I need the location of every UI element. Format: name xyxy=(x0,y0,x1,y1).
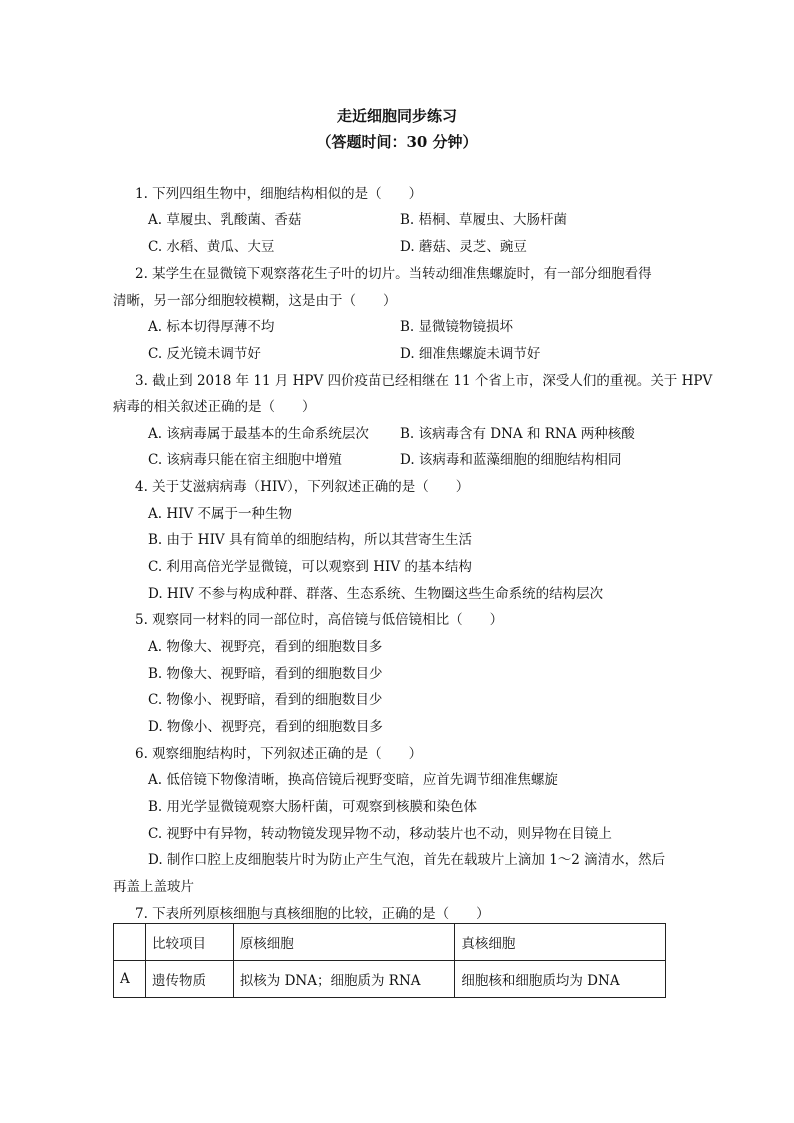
table-cell: 遗传物质 xyxy=(145,961,233,998)
page-subtitle: （答题时间：30 分钟） xyxy=(316,133,478,151)
q6-option-d: D. 制作口腔上皮细胞装片时为防止产生气泡，首先在载玻片上滴加 1～2 滴清水，然后 xyxy=(148,852,666,868)
q5-option-a: A. 物像大、视野亮，看到的细胞数目多 xyxy=(148,639,383,655)
q1-option-d: D. 蘑菇、灵芝、豌豆 xyxy=(400,239,527,255)
q3-option-c: C. 该病毒只能在宿主细胞中增殖 xyxy=(148,452,342,468)
q1-option-a: A. 草履虫、乳酸菌、香菇 xyxy=(148,212,302,228)
table-header-cell xyxy=(114,924,146,961)
q6-option-b: B. 用光学显微镜观察大肠杆菌，可观察到核膜和染色体 xyxy=(148,799,478,815)
q2-option-d: D. 细准焦螺旋未调节好 xyxy=(400,346,541,362)
q1-option-c: C. 水稻、黄瓜、大豆 xyxy=(148,239,275,255)
table-cell: 细胞核和细胞质均为 DNA xyxy=(455,961,666,998)
q5-option-b: B. 物像大、视野暗，看到的细胞数目少 xyxy=(148,666,383,682)
table-header-cell: 真核细胞 xyxy=(455,924,666,961)
comparison-table xyxy=(113,923,666,998)
page-title: 走近细胞同步练习 xyxy=(336,107,457,125)
question-3-stem-cont: 病毒的相关叙述正确的是（ ） xyxy=(113,399,316,415)
question-2-stem-cont: 清晰，另一部分细胞较模糊，这是由于（ ） xyxy=(113,293,397,309)
question-4-stem: 4. 关于艾滋病病毒（HIV），下列叙述正确的是（ ） xyxy=(135,479,470,495)
table-header-cell: 比较项目 xyxy=(145,924,233,961)
question-1-stem: 1. 下列四组生物中，细胞结构相似的是（ ） xyxy=(135,186,423,202)
q3-option-b: B. 该病毒含有 DNA 和 RNA 两种核酸 xyxy=(400,426,635,442)
q4-option-d: D. HIV 不参与构成种群、群落、生态系统、生物圈这些生命系统的结构层次 xyxy=(148,586,604,602)
table-row xyxy=(114,961,666,998)
q2-option-b: B. 显微镜物镜损坏 xyxy=(400,319,514,335)
q3-option-d: D. 该病毒和蓝藻细胞的细胞结构相同 xyxy=(400,452,622,468)
q4-option-a: A. HIV 不属于一种生物 xyxy=(148,506,292,522)
q1-option-b: B. 梧桐、草履虫、大肠杆菌 xyxy=(400,212,568,228)
q6-option-d-cont: 再盖上盖玻片 xyxy=(113,879,194,895)
q5-option-c: C. 物像小、视野暗，看到的细胞数目少 xyxy=(148,692,383,708)
q5-option-d: D. 物像小、视野亮，看到的细胞数目多 xyxy=(148,719,383,735)
question-2-stem: 2. 某学生在显微镜下观察落花生子叶的切片。当转动细准焦螺旋时，有一部分细胞看得 xyxy=(135,266,652,282)
question-7-stem: 7. 下表所列原核细胞与真核细胞的比较，正确的是（ ） xyxy=(135,906,490,922)
table-cell: 拟核为 DNA；细胞质为 RNA xyxy=(233,961,455,998)
q6-option-c: C. 视野中有异物，转动物镜发现异物不动，移动装片也不动，则异物在目镜上 xyxy=(148,826,612,842)
q6-option-a: A. 低倍镜下物像清晰，换高倍镜后视野变暗，应首先调节细准焦螺旋 xyxy=(148,772,558,788)
question-6-stem: 6. 观察细胞结构时，下列叙述正确的是（ ） xyxy=(135,746,423,762)
question-3-stem: 3. 截止到 2018 年 11 月 HPV 四价疫苗已经相继在 11 个省上市，深受人们的重视。关于 HPV xyxy=(135,373,713,389)
q2-option-c: C. 反光镜未调节好 xyxy=(148,346,261,362)
table-cell: A xyxy=(114,961,146,998)
q4-option-b: B. 由于 HIV 具有简单的细胞结构，所以其营寄生生活 xyxy=(148,532,472,548)
table-header-row xyxy=(114,924,666,961)
q3-option-a: A. 该病毒属于最基本的生命系统层次 xyxy=(148,426,369,442)
q2-option-a: A. 标本切得厚薄不均 xyxy=(148,319,275,335)
question-5-stem: 5. 观察同一材料的同一部位时，高倍镜与低倍镜相比（ ） xyxy=(135,612,504,628)
table-header-cell: 原核细胞 xyxy=(233,924,455,961)
q4-option-c: C. 利用高倍光学显微镜，可以观察到 HIV 的基本结构 xyxy=(148,559,472,575)
